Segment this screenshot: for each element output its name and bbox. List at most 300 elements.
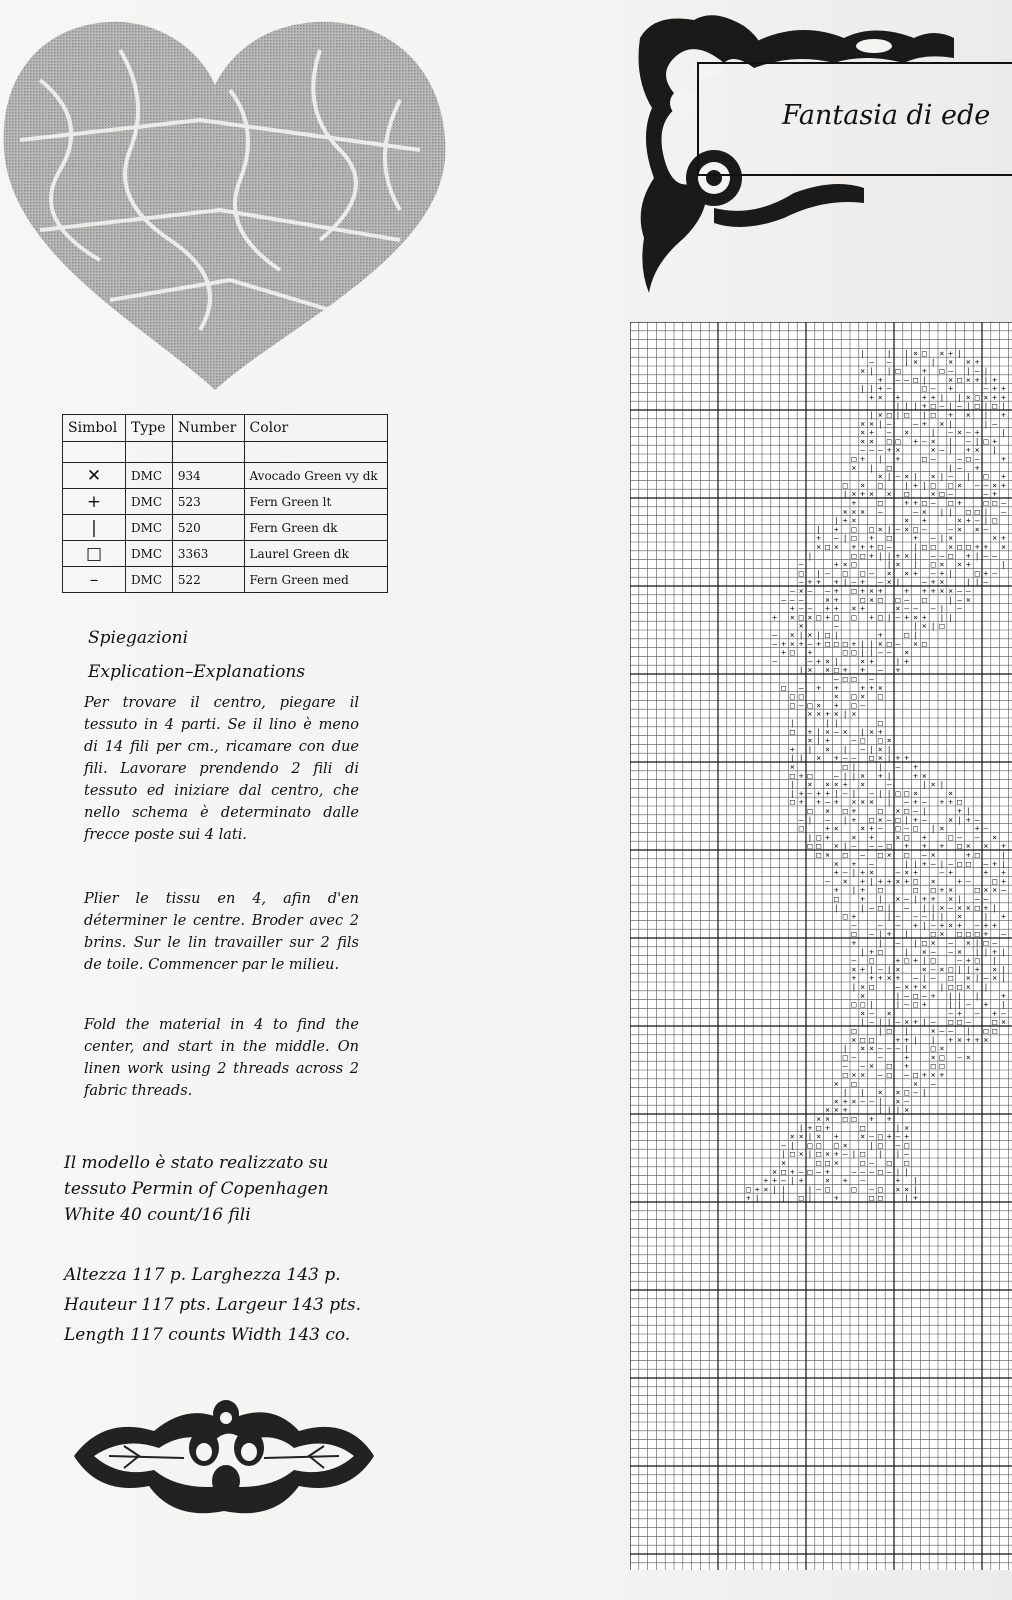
- stitch-symbol: –: [948, 524, 954, 534]
- stitch-symbol: +: [965, 815, 971, 825]
- stitch-symbol: +: [974, 375, 980, 385]
- instructions-italian: Per trovare il centro, piegare il tessuto in 4 parti. Se il lino è meno di 14 fili per cm., ricamare con due fili. Lavorare prendendo 2 fili di tessuto ed iniziare dal centro, che nello schema è determinato dalle frecce poste sui 4 lati.: [84, 695, 359, 843]
- stitch-symbol: –: [1001, 1008, 1006, 1018]
- stitch-symbol: ×: [965, 357, 971, 367]
- stitch-symbol: +: [869, 428, 874, 438]
- stitch-symbol: |: [886, 912, 892, 922]
- stitch-symbol: □: [877, 850, 883, 860]
- stitch-symbol: –: [842, 868, 848, 878]
- stitch-symbol: –: [860, 1096, 866, 1106]
- stitch-symbol: □: [930, 1061, 936, 1071]
- stitch-symbol: ×: [895, 894, 901, 904]
- stitch-symbol: +: [921, 392, 927, 402]
- heading-explanations: Explication–Explanations: [88, 662, 306, 682]
- stitch-symbol: ×: [948, 357, 954, 367]
- stitch-symbol: □: [877, 692, 883, 702]
- stitch-symbol: +: [860, 542, 866, 552]
- stitch-symbol: +: [825, 832, 830, 842]
- stitch-symbol: □: [913, 885, 918, 895]
- stitch-symbol: +: [869, 832, 874, 842]
- stitch-symbol: □: [939, 621, 945, 631]
- stitch-symbol: ×: [983, 1035, 989, 1045]
- stitch-symbol: +: [772, 1176, 778, 1186]
- stitch-symbol: |: [913, 621, 918, 631]
- stitch-symbol: ×: [965, 410, 971, 420]
- stitch-symbol: –: [798, 700, 804, 710]
- stitch-symbol: +: [939, 797, 945, 807]
- stitch-symbol: |: [886, 964, 892, 974]
- stitch-symbol: –: [992, 419, 998, 429]
- stitch-symbol: ×: [983, 841, 989, 851]
- stitch-symbol: ×: [877, 815, 883, 825]
- stitch-symbol: –: [939, 551, 945, 561]
- stitch-symbol: □: [886, 1061, 892, 1071]
- stitch-symbol: |: [983, 982, 989, 992]
- legend-symbol: –: [63, 567, 126, 593]
- stitch-symbol: –: [851, 1167, 857, 1177]
- stitch-symbol: □: [842, 648, 848, 658]
- stitch-symbol: □: [930, 885, 936, 895]
- stitch-symbol: +: [833, 885, 839, 895]
- stitch-symbol: –: [877, 964, 883, 974]
- stitch-symbol: □: [798, 692, 804, 702]
- stitch-symbol: +: [983, 868, 989, 878]
- stitch-symbol: □: [869, 815, 874, 825]
- stitch-symbol: –: [851, 1052, 857, 1062]
- stitch-symbol: □: [895, 366, 901, 376]
- stitch-symbol: –: [965, 436, 971, 446]
- stitch-symbol: –: [974, 920, 980, 930]
- stitch-symbol: –: [913, 604, 918, 614]
- stitch-symbol: ×: [904, 982, 910, 992]
- stitch-symbol: –: [877, 841, 883, 851]
- stitch-symbol: +: [842, 1096, 848, 1106]
- stitch-symbol: |: [877, 762, 883, 772]
- stitch-symbol: |: [842, 1088, 848, 1098]
- stitch-symbol: –: [869, 445, 874, 455]
- stitch-symbol: □: [860, 595, 866, 605]
- stitch-symbol: ×: [816, 700, 822, 710]
- stitch-symbol: –: [877, 920, 883, 930]
- stitch-symbol: ×: [869, 489, 874, 499]
- stitch-symbol: +: [860, 894, 866, 904]
- stitch-symbol: ×: [798, 1132, 804, 1142]
- stitch-symbol: +: [851, 806, 857, 816]
- stitch-symbol: |: [886, 788, 892, 798]
- stitch-symbol: |: [930, 824, 936, 834]
- stitch-symbol: □: [948, 973, 954, 983]
- stitch-symbol: –: [913, 507, 918, 517]
- stitch-symbol: |: [948, 463, 954, 473]
- stitch-symbol: +: [851, 938, 857, 948]
- stitch-symbol: ×: [930, 436, 936, 446]
- stitch-symbol: ×: [825, 656, 830, 666]
- stitch-symbol: ×: [948, 533, 954, 543]
- stitch-symbol: –: [877, 507, 883, 517]
- stitch-symbol: ×: [948, 586, 954, 596]
- stitch-symbol: –: [965, 1017, 971, 1027]
- stitch-symbol: ×: [886, 850, 892, 860]
- stitch-symbol: –: [798, 1167, 804, 1177]
- stitch-symbol: ×: [877, 524, 883, 534]
- stitch-symbol: +: [992, 392, 998, 402]
- stitch-symbol: +: [913, 498, 918, 508]
- stitch-symbol: □: [957, 859, 962, 869]
- stitch-symbol: □: [957, 841, 962, 851]
- legend-header-color: Color: [244, 415, 388, 442]
- stitch-symbol: □: [816, 1158, 822, 1168]
- stitch-symbol: □: [886, 1158, 892, 1168]
- stitch-symbol: –: [913, 1088, 918, 1098]
- stitch-symbol: |: [877, 551, 883, 561]
- legend-symbol: □: [63, 541, 126, 567]
- stitch-symbol: +: [816, 797, 822, 807]
- stitch-symbol: □: [921, 542, 927, 552]
- stitch-symbol: □: [983, 1026, 989, 1036]
- stitch-symbol: ×: [921, 947, 927, 957]
- stitch-symbol: □: [877, 498, 883, 508]
- stitch-symbol: +: [992, 436, 998, 446]
- stitch-symbol: |: [895, 1000, 901, 1010]
- stitch-symbol: □: [877, 885, 883, 895]
- stitch-symbol: –: [948, 472, 954, 482]
- stitch-symbol: –: [921, 524, 927, 534]
- stitch-symbol: +: [825, 709, 830, 719]
- stitch-symbol: |: [869, 366, 874, 376]
- stitch-symbol: □: [869, 1193, 874, 1203]
- stitch-symbol: □: [895, 824, 901, 834]
- stitch-symbol: ×: [789, 630, 795, 640]
- stitch-symbol: –: [877, 824, 883, 834]
- stitch-symbol: –: [974, 894, 980, 904]
- stitch-symbol: □: [921, 454, 927, 464]
- stitch-symbol: +: [913, 982, 918, 992]
- stitch-symbol: –: [948, 489, 954, 499]
- stitch-symbol: +: [992, 384, 998, 394]
- stitch-symbol: □: [860, 736, 866, 746]
- stitch-symbol: ×: [851, 1070, 857, 1080]
- stitch-symbol: +: [948, 384, 954, 394]
- stitch-symbol: |: [921, 410, 927, 420]
- stitch-symbol: ×: [842, 560, 848, 570]
- stitch-symbol: □: [992, 498, 998, 508]
- stitch-symbol: |: [921, 1017, 927, 1027]
- stitch-symbol: –: [807, 788, 813, 798]
- stitch-symbol: |: [895, 1167, 901, 1177]
- stitch-symbol: |: [886, 366, 892, 376]
- stitch-symbol: –: [904, 595, 910, 605]
- stitch-symbol: +: [904, 498, 910, 508]
- stitch-symbol: |: [851, 1149, 857, 1159]
- stitch-symbol: –: [983, 973, 989, 983]
- stitch-symbol: –: [869, 568, 874, 578]
- stitch-symbol: –: [939, 445, 945, 455]
- stitch-symbol: ×: [798, 586, 804, 596]
- stitch-symbol: □: [886, 463, 892, 473]
- stitch-symbol: ×: [869, 868, 874, 878]
- stitch-symbol: ×: [816, 753, 822, 763]
- stitch-symbol: ×: [789, 762, 795, 772]
- stitch-symbol: –: [983, 524, 989, 534]
- stitch-symbol: +: [965, 956, 971, 966]
- stitch-symbol: |: [816, 630, 822, 640]
- stitch-symbol: –: [895, 1132, 901, 1142]
- stitch-symbol: □: [921, 938, 927, 948]
- stitch-symbol: |: [877, 894, 883, 904]
- stitch-symbol: –: [781, 595, 786, 605]
- stitch-symbol: +: [895, 956, 901, 966]
- stitch-symbol: –: [842, 1061, 848, 1071]
- stitch-symbol: |: [948, 445, 954, 455]
- stitch-symbol: ×: [842, 1140, 848, 1150]
- stitch-symbol: |: [913, 1035, 918, 1045]
- stitch-symbol: +: [948, 410, 954, 420]
- stitch-symbol: –: [930, 454, 936, 464]
- stitch-symbol: –: [904, 894, 910, 904]
- stitch-symbol: |: [869, 648, 874, 658]
- stitch-symbol: –: [904, 991, 910, 1001]
- stitch-symbol: –: [833, 674, 839, 684]
- stitch-symbol: +: [1001, 392, 1006, 402]
- stitch-symbol: |: [957, 964, 962, 974]
- stitch-symbol: □: [974, 850, 980, 860]
- stitch-symbol: ×: [825, 595, 830, 605]
- stitch-symbol: □: [851, 648, 857, 658]
- stitch-symbol: +: [983, 903, 989, 913]
- stitch-symbol: □: [930, 560, 936, 570]
- stitch-symbol: □: [877, 806, 883, 816]
- stitch-symbol: –: [772, 639, 778, 649]
- stitch-symbol: |: [851, 885, 857, 895]
- stitch-symbol: –: [833, 533, 839, 543]
- stitch-symbol: □: [957, 542, 962, 552]
- stitch-symbol: ×: [939, 929, 945, 939]
- stitch-symbol: |: [869, 1000, 874, 1010]
- legend-symbol: +: [63, 489, 126, 515]
- stitch-symbol: –: [948, 903, 954, 913]
- stitch-symbol: □: [921, 639, 927, 649]
- stitch-symbol: ×: [983, 392, 989, 402]
- stitch-symbol: |: [948, 419, 954, 429]
- stitch-symbol: ×: [921, 964, 927, 974]
- stitch-symbol: □: [825, 630, 830, 640]
- stitch-symbol: ×: [816, 542, 822, 552]
- stitch-symbol: +: [816, 533, 822, 543]
- stitch-symbol: ×: [965, 1052, 971, 1062]
- stitch-symbol: +: [939, 1070, 945, 1080]
- stitch-symbol: ×: [992, 832, 998, 842]
- stitch-symbol: +: [754, 1184, 760, 1194]
- stitch-symbol: ×: [833, 1158, 839, 1168]
- stitch-symbol: ×: [895, 1184, 901, 1194]
- stitch-symbol: |: [939, 612, 945, 622]
- stitch-symbol: –: [913, 912, 918, 922]
- stitch-symbol: □: [798, 824, 804, 834]
- stitch-symbol: |: [877, 419, 883, 429]
- stitch-symbol: +: [921, 1070, 927, 1080]
- stitch-symbol: +: [816, 577, 822, 587]
- stitch-symbol: ×: [904, 648, 910, 658]
- stitch-symbol: ×: [798, 1149, 804, 1159]
- stitch-symbol: |: [807, 815, 813, 825]
- legend-header-row: [63, 415, 388, 442]
- stitch-symbol: □: [965, 859, 971, 869]
- stitch-symbol: –: [886, 384, 892, 394]
- stitch-symbol: □: [930, 410, 936, 420]
- stitch-symbol: ×: [948, 375, 954, 385]
- stitch-symbol: |: [860, 1017, 866, 1027]
- stitch-symbol: ×: [992, 973, 998, 983]
- stitch-symbol: □: [877, 595, 883, 605]
- stitch-symbol: □: [807, 841, 813, 851]
- stitch-symbol: +: [816, 656, 822, 666]
- stitch-symbol: –: [965, 586, 971, 596]
- stitch-symbol: |: [886, 612, 892, 622]
- stitch-symbol: +: [913, 771, 918, 781]
- stitch-symbol: –: [930, 973, 936, 983]
- stitch-symbol: |: [816, 727, 822, 737]
- stitch-symbol: |: [913, 894, 918, 904]
- stitch-symbol: |: [816, 524, 822, 534]
- stitch-symbol: +: [921, 612, 927, 622]
- stitch-symbol: –: [948, 859, 954, 869]
- stitch-symbol: +: [974, 964, 980, 974]
- stitch-symbol: ×: [851, 516, 857, 526]
- stitch-symbol: |: [957, 991, 962, 1001]
- legend-color: Fern Green med: [244, 567, 388, 593]
- stitch-symbol: □: [913, 991, 918, 1001]
- stitch-symbol: –: [869, 357, 874, 367]
- stitch-symbol: |: [948, 507, 954, 517]
- stitch-symbol: ×: [877, 753, 883, 763]
- stitch-symbol: +: [965, 445, 971, 455]
- stitch-symbol: |: [939, 507, 945, 517]
- legend-color: Fern Green lt: [244, 489, 388, 515]
- stitch-symbol: –: [816, 1184, 822, 1194]
- stitch-symbol: +: [851, 815, 857, 825]
- stitch-symbol: |: [869, 463, 874, 473]
- stitch-symbol: |: [798, 630, 804, 640]
- stitch-symbol: ×: [939, 824, 945, 834]
- stitch-symbol: +: [921, 832, 927, 842]
- stitch-symbol: –: [851, 841, 857, 851]
- stitch-symbol: +: [816, 683, 822, 693]
- stitch-symbol: +: [983, 929, 989, 939]
- stitch-symbol: |: [886, 472, 892, 482]
- stitch-symbol: |: [895, 1105, 901, 1115]
- stitch-symbol: □: [930, 929, 936, 939]
- stitch-symbol: +: [939, 885, 945, 895]
- stitch-symbol: +: [930, 586, 936, 596]
- legend-row: [63, 515, 388, 541]
- legend-number: 523: [172, 489, 244, 515]
- stitch-symbol: ×: [904, 428, 910, 438]
- stitch-symbol: –: [860, 445, 866, 455]
- stitch-symbol: ×: [965, 938, 971, 948]
- stitch-symbol: –: [860, 850, 866, 860]
- stitch-symbol: –: [957, 595, 962, 605]
- stitch-symbol: +: [781, 639, 786, 649]
- stitch-symbol: +: [763, 1176, 769, 1186]
- stitch-symbol: ×: [1001, 1017, 1006, 1027]
- stitch-symbol: □: [789, 648, 795, 658]
- stitch-symbol: |: [930, 428, 936, 438]
- stitch-symbol: +: [833, 595, 839, 605]
- stitch-symbol: +: [913, 956, 918, 966]
- stitch-symbol: |: [904, 1026, 910, 1036]
- stitch-symbol: +: [833, 1193, 839, 1203]
- stitch-symbol: +: [877, 384, 883, 394]
- stitch-symbol: |: [851, 982, 857, 992]
- stitch-symbol: +: [877, 876, 883, 886]
- stitch-symbol: ×: [869, 586, 874, 596]
- stitch-symbol: +: [877, 771, 883, 781]
- stitch-symbol: +: [833, 868, 839, 878]
- stitch-symbol: □: [816, 832, 822, 842]
- stitch-symbol: |: [957, 815, 962, 825]
- stitch-symbol: +: [895, 665, 901, 675]
- stitch-symbol: –: [921, 797, 927, 807]
- stitch-symbol: +: [965, 1035, 971, 1045]
- stitch-symbol: □: [904, 850, 910, 860]
- stitch-symbol: ×: [930, 445, 936, 455]
- stitch-symbol: –: [798, 683, 804, 693]
- stitch-symbol: –: [948, 366, 954, 376]
- stitch-symbol: +: [913, 762, 918, 772]
- stitch-symbol: |: [921, 903, 927, 913]
- stitch-symbol: ×: [833, 1096, 839, 1106]
- stitch-symbol: ×: [948, 894, 954, 904]
- stitch-symbol: +: [869, 1114, 874, 1124]
- legend-type: DMC: [126, 541, 173, 567]
- legend-color: Fern Green dk: [244, 515, 388, 541]
- stitch-symbol: □: [983, 436, 989, 446]
- stitch-symbol: □: [860, 1000, 866, 1010]
- stitch-symbol: ×: [833, 824, 839, 834]
- stitch-symbol: –: [807, 639, 813, 649]
- stitch-symbol: □: [851, 612, 857, 622]
- stitch-symbol: |: [877, 1096, 883, 1106]
- stitch-symbol: □: [913, 1070, 918, 1080]
- stitch-symbol: +: [833, 797, 839, 807]
- stitch-symbol: +: [816, 639, 822, 649]
- stitch-symbol: +: [895, 973, 901, 983]
- stitch-symbol: □: [789, 797, 795, 807]
- stitch-symbol: +: [886, 1132, 892, 1142]
- stitch-symbol: |: [807, 551, 813, 561]
- stitch-symbol: ×: [913, 348, 918, 358]
- stitch-symbol: –: [930, 551, 936, 561]
- stitch-symbol: ×: [895, 1096, 901, 1106]
- stitch-symbol: |: [974, 436, 980, 446]
- stitch-symbol: ×: [816, 1132, 822, 1142]
- stitch-symbol: □: [948, 480, 954, 490]
- stitch-symbol: □: [833, 665, 839, 675]
- stitch-symbol: –: [948, 938, 954, 948]
- stitch-symbol: ×: [904, 568, 910, 578]
- stitch-symbol: |: [939, 780, 945, 790]
- stitch-symbol: □: [939, 1061, 945, 1071]
- stitch-symbol: |: [904, 1167, 910, 1177]
- stitch-symbol: □: [851, 1114, 857, 1124]
- stitch-symbol: ×: [939, 577, 945, 587]
- stitch-symbol: |: [913, 938, 918, 948]
- stitch-symbol: |: [913, 1176, 918, 1186]
- stitch-symbol: +: [886, 445, 892, 455]
- stitch-symbol: |: [983, 947, 989, 957]
- stitch-symbol: –: [921, 577, 927, 587]
- stitch-symbol: ×: [913, 639, 918, 649]
